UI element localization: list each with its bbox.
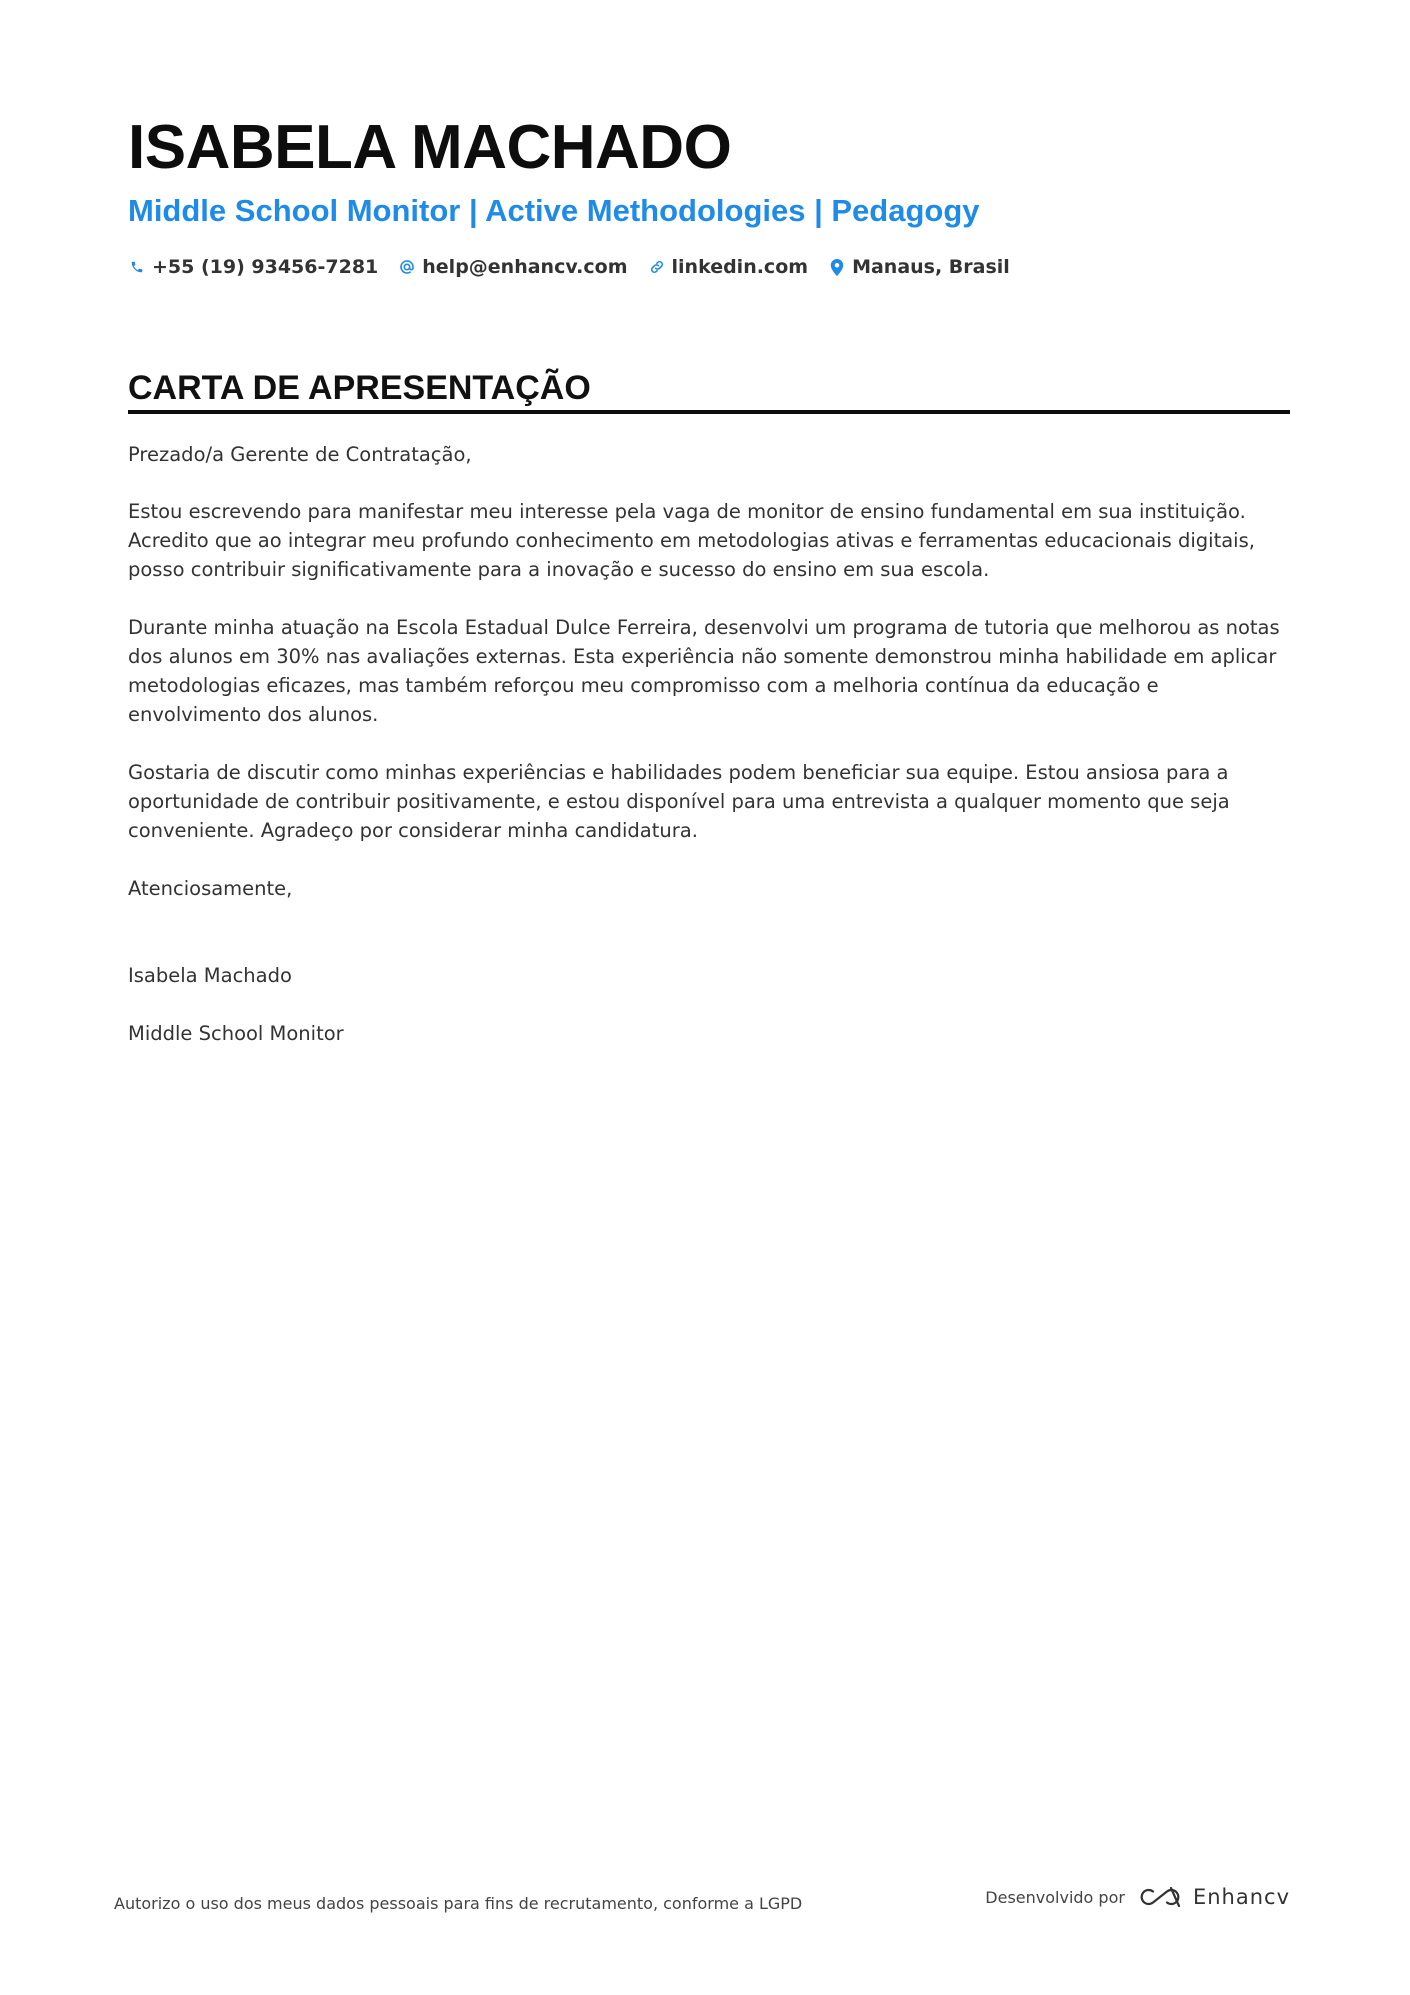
- contact-bar: [128, 252, 1030, 282]
- enhancv-brand: Enhancv: [1192, 1885, 1290, 1909]
- letter-closing: Atenciosamente,: [128, 877, 293, 900]
- candidate-headline: Middle School Monitor | Active Methodologies | Pedagogy: [128, 193, 980, 228]
- powered-by-label: Desenvolvido por: [985, 1887, 1125, 1907]
- powered-by[interactable]: [985, 1884, 1290, 1910]
- phone-icon: [128, 258, 146, 276]
- letter-salutation: Prezado/a Gerente de Contratação,: [128, 443, 472, 466]
- enhancv-logo-icon: [1137, 1884, 1183, 1910]
- section-title: CARTA DE APRESENTAÇÃO: [128, 369, 591, 407]
- contact-location: [828, 256, 1010, 278]
- candidate-name: ISABELA MACHADO: [128, 113, 732, 182]
- letter-body: [128, 440, 1290, 1077]
- signature-name: Isabela Machado: [128, 964, 292, 987]
- location-text: Manaus, Brasil: [852, 256, 1010, 278]
- contact-linkedin[interactable]: [648, 256, 809, 278]
- phone-number: +55 (19) 93456-7281: [152, 256, 379, 278]
- section-divider: [128, 410, 1290, 414]
- link-icon: [648, 258, 666, 276]
- consent-note: Autorizo o uso dos meus dados pessoais para fins de recrutamento, conforme a LGPD: [114, 1894, 803, 1913]
- email-address[interactable]: help@enhancv.com: [422, 256, 628, 278]
- contact-phone: [128, 256, 378, 278]
- letter-paragraph: Durante minha atuação na Escola Estadual Dulce Ferreira, desenvolvi um programa de tutoria que melhorou as notas dos alunos em 30% nas avaliações externas. Esta experiência não somente demonstrou minha habilidade em aplicar metodologias eficazes, mas também reforçou meu compromisso com a melhoria contínua da educação e envolvimento dos alunos.: [128, 616, 1280, 726]
- location-pin-icon: [828, 258, 846, 276]
- contact-email[interactable]: [398, 256, 627, 278]
- letter-paragraph: Gostaria de discutir como minhas experiências e habilidades podem beneficiar sua equipe. Estou ansiosa para a oportunidade de contribuir positivamente, e estou disponível para uma entrevista a qualquer momento que seja conveniente. Agradeço por considerar minha candidatura.: [128, 761, 1230, 842]
- linkedin-link[interactable]: linkedin.com: [671, 256, 809, 278]
- signature-title: Middle School Monitor: [128, 1022, 344, 1045]
- letter-paragraph: Estou escrevendo para manifestar meu interesse pela vaga de monitor de ensino fundamental em sua instituição. Acredito que ao integrar meu profundo conhecimento em metodologias ativas e ferramentas educacionais digitais, posso contribuir significativamente para a inovação e sucesso do ensino em sua escola.: [128, 500, 1255, 581]
- at-icon: [398, 258, 416, 276]
